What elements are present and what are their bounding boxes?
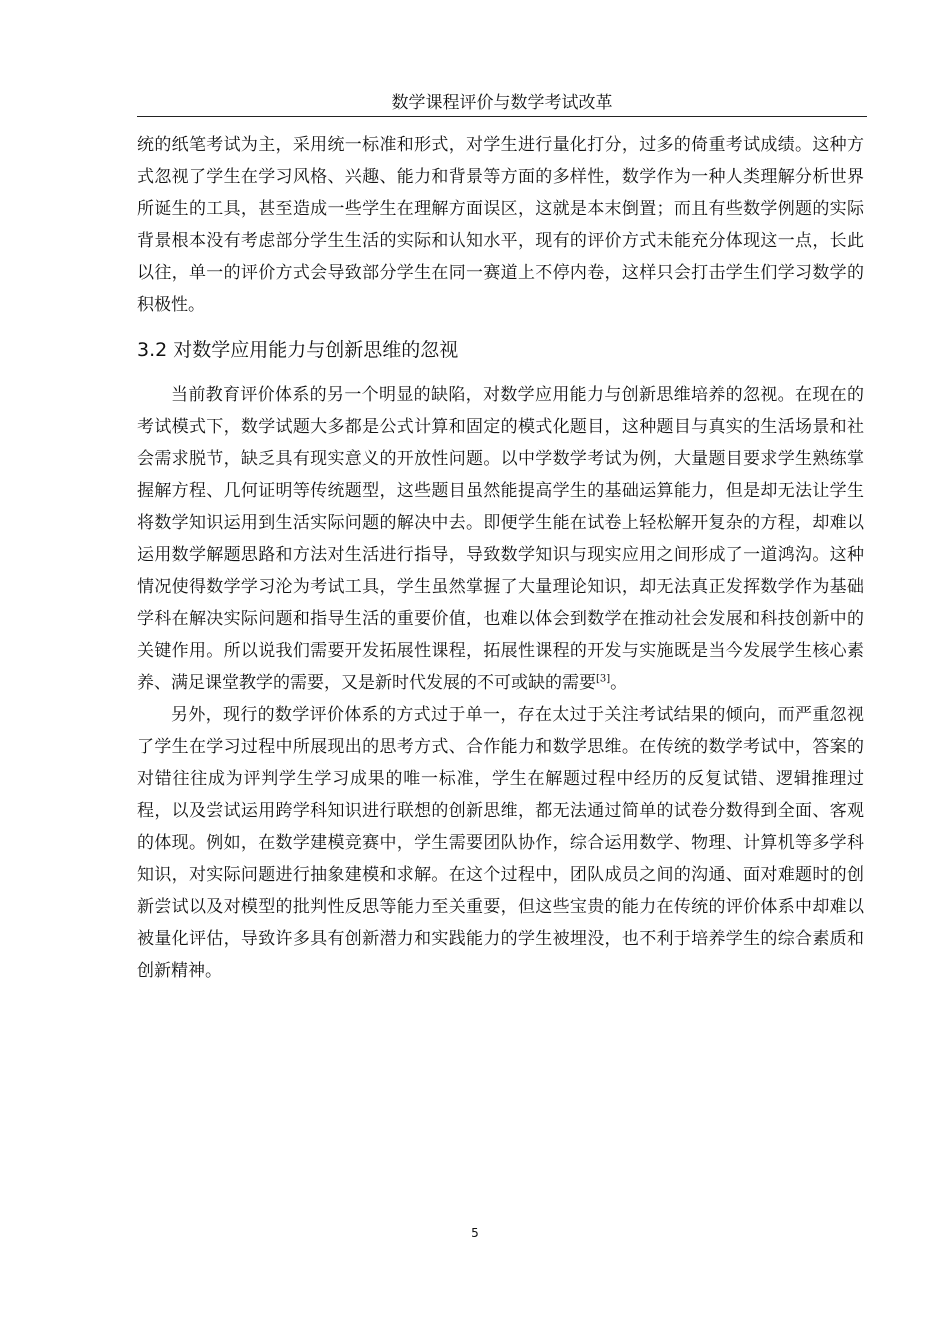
paragraph-application-end: 。 [610,673,628,693]
page-number: 5 [471,1226,479,1240]
paragraph-application [137,379,864,699]
paragraph-evaluation: 另外，现行的数学评价体系的方式过于单一，存在太过于关注考试结果的倾向，而严重忽视了学生在学习过程中所展现出的思考方式、合作能力和数学思维。在传统的数学考试中，答案的对错往往成为评判学生学习成果的唯一标准，学生在解题过程中经历的反复试错、逻辑推理过程，以及尝试运用跨学科知识进行联想的创新思维，都无法通过简单的试卷分数得到全面、客观的体现。例如，在数学建模竞赛中，学生需要团队协作，综合运用数学、物理、计算机等多学科知识，对实际问题进行抽象建模和求解。在这个过程中，团队成员之间的沟通、面对难题时的创新尝试以及对模型的批判性反思等能力至关重要，但这些宝贵的能力在传统的评价体系中却难以被量化评估，导致许多具有创新潜力和实践能力的学生被埋没，也不利于培养学生的综合素质和创新精神。 [137,705,864,981]
citation-ref[interactable]: [3] [596,673,611,685]
section-title: 对数学应用能力与创新思维的忽视 [173,339,459,361]
paragraph-application-text: 当前教育评价体系的另一个明显的缺陷，对数学应用能力与创新思维培养的忽视。在现在的考试模式下，数学试题大多都是公式计算和固定的模式化题目，这种题目与真实的生活场景和社会需求脱节，缺乏具有现实意义的开放性问题。以中学数学考试为例，大量题目要求学生熟练掌握解方程、几何证明等传统题型，这些题目虽然能提高学生的基础运算能力，但是却无法让学生将数学知识运用到生活实际问题的解决中去。即便学生能在试卷上轻松解开复杂的方程，却难以运用数学解题思路和方法对生活进行指导，导致数学知识与现实应用之间形成了一道鸿沟。这种情况使得数学学习沦为考试工具，学生虽然掌握了大量理论知识，却无法真正发挥数学作为基础学科在解决实际问题和指导生活的重要价值，也难以体会到数学在推动社会发展和科技创新中的关键作用。所以说我们需要开发拓展性课程，拓展性课程的开发与实施既是当今发展学生核心素养、满足课堂教学的需要，又是新时代发展的不可或缺的需要 [137,385,864,693]
section-heading [137,331,864,369]
page-body [137,129,864,987]
header-rule [137,116,867,117]
section-number: 3.2 [137,339,168,361]
paragraph-intro: 统的纸笔考试为主，采用统一标准和形式，对学生进行量化打分，过多的倚重考试成绩。这种方式忽视了学生在学习风格、兴趣、能力和背景等方面的多样性，数学作为一种人类理解分析世界所诞生的工具，甚至造成一些学生在理解方面误区，这就是本末倒置；而且有些数学例题的实际背景根本没有考虑部分学生生活的实际和认知水平，现有的评价方式未能充分体现这一点，长此以往，单一的评价方式会导致部分学生在同一赛道上不停内卷，这样只会打击学生们学习数学的积极性。 [137,135,864,315]
running-header: 数学课程评价与数学考试改革 [391,93,613,113]
